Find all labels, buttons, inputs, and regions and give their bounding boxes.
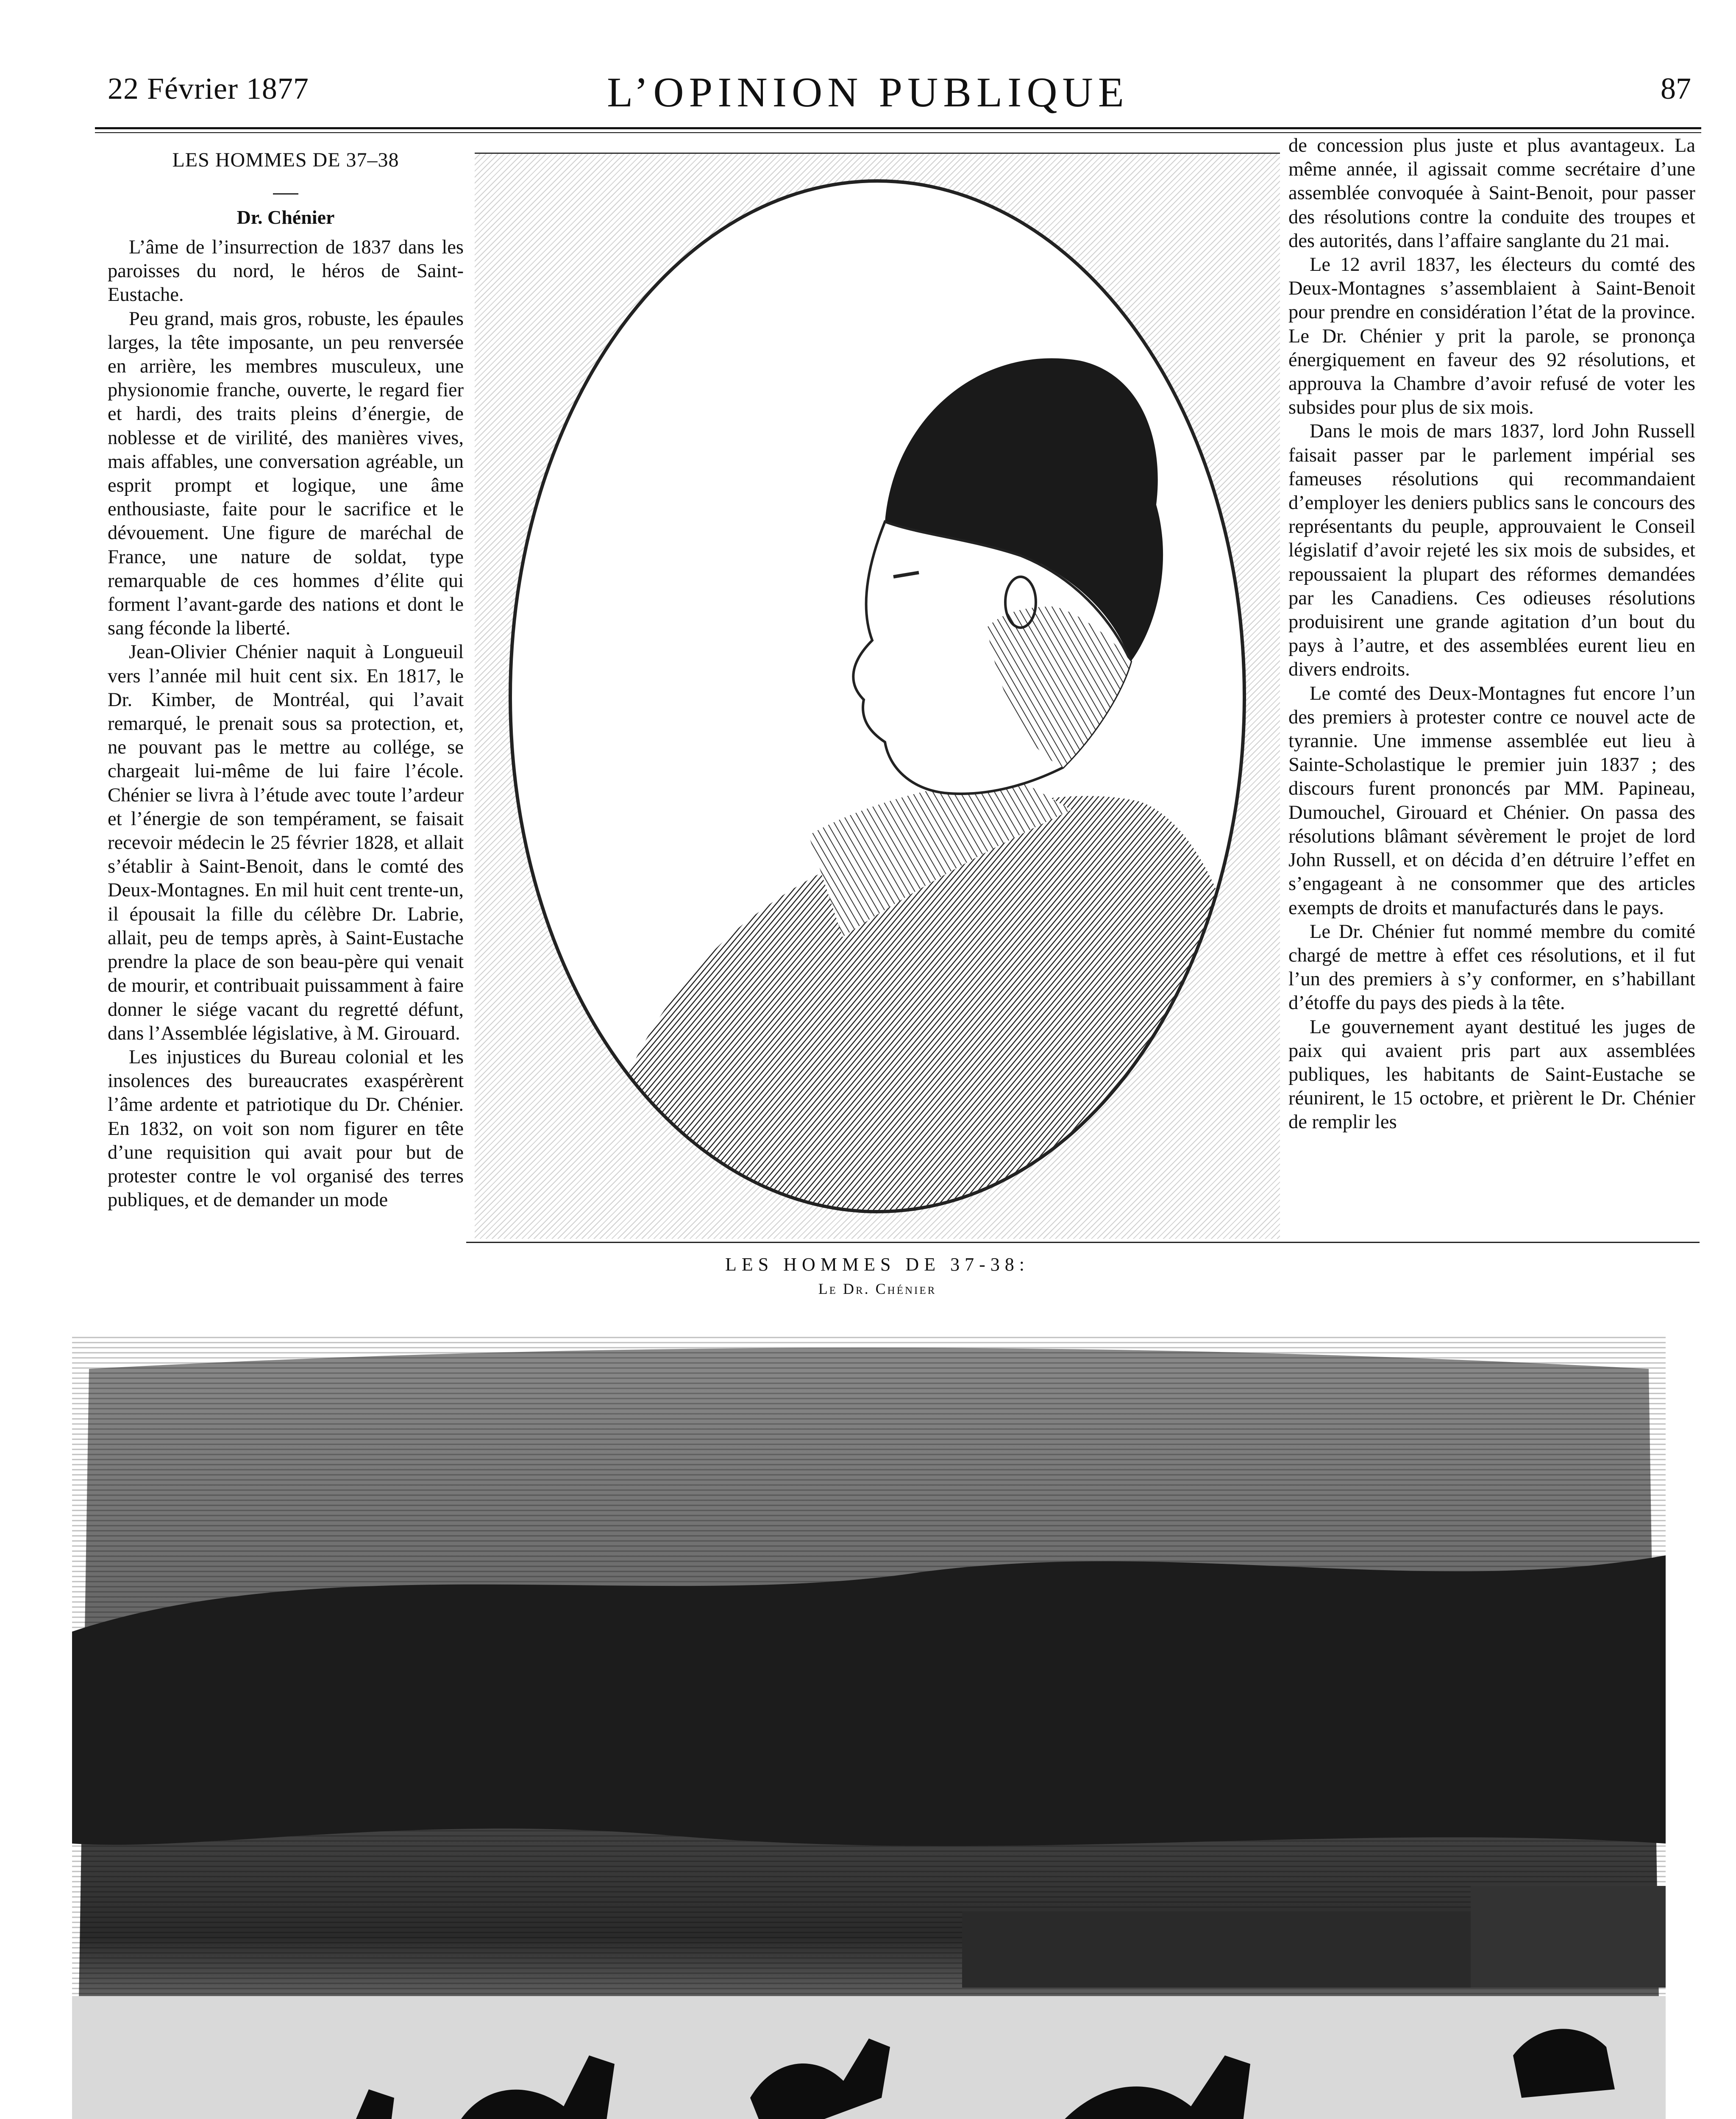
engraving-clouds: [72, 1555, 1666, 1846]
portrait-hatched-background: [475, 154, 1280, 1239]
paragraph: Le Dr. Chénier fut nommé membre du comité chargé de mettre à effet ces résolutions, et il fut l’un des premiers à s’y conformer, en s’habillant d’étoffe du pays des pieds à la tête.: [1288, 920, 1695, 1014]
portrait-caption-subtitle: Le Dr. Chénier: [818, 1280, 937, 1297]
paragraph: Le comté des Deux-Montagnes fut encore l’un des premiers à protester contre ce nouvel acte de tyrannie. Une immense assemblée eut lieu à Sainte-Scholastique le premier juin 1837 ; des discours furent prononcés par MM. Papineau, Dumouchel, Girouard et Chénier. On passa des résolutions blâmant sévèrement le projet de lord John Russell, et on décida d’en détruire l’effet en s’engageant à ne consommer que des articles exempts de droits et manufacturés dans le pays.: [1288, 682, 1695, 919]
article-title: Dr. Chénier: [236, 206, 335, 228]
section-title: LES HOMMES DE 37–38: [172, 149, 399, 171]
page-number: 87: [1661, 72, 1691, 106]
engraving-pavilion: [962, 1911, 1471, 1988]
portrait-illustration: [475, 153, 1280, 1239]
paragraph: Le gouvernement ayant destitué les juges de paix qui avaient pris part aux assemblées publiques, les habitants de Saint-Eustache se réunirent, le 15 octobre, et prièrent le Dr. Chénier de remplir les: [1288, 1016, 1695, 1133]
portrait-caption-title: LES HOMMES DE 37-38:: [725, 1254, 1029, 1275]
section-divider: [273, 193, 298, 195]
left-column: [108, 236, 464, 1212]
engraving-building: [1471, 1886, 1666, 1988]
paragraph: L’âme de l’insurrection de 1837 dans les paroisses du nord, le héros de Saint-Eustache.: [108, 236, 464, 306]
right-column: [1288, 134, 1695, 1135]
masthead-date: 22 Février 1877: [108, 72, 309, 106]
engraving-drawing: [72, 1335, 1666, 2119]
paragraph: Les injustices du Bureau colonial et les insolences des bureaucrates exaspérèrent l’âme ardente et patriotique du Dr. Chénier. En 1832, on voit son nom figurer en tête d’une requisition qui avait pour but de protester contre le vol organisé des terres publiques, et de demander un mode: [108, 1046, 464, 1211]
paragraph: de concession plus juste et plus avantageux. La même année, il agissait comme secrétaire d’une assemblée convoquée à Saint-Benoit, pour passer des résolutions contre la conduite des troupes et des autorités, dans l’affaire sanglante du 21 mai.: [1288, 135, 1695, 252]
masthead-title: L’OPINION PUBLIQUE: [607, 69, 1129, 116]
paragraph: Dans le mois de mars 1837, lord John Russell faisait passer par le parlement impérial ses fameuses résolutions qui recommandaient d’employer les deniers publics sans le concours des représentants du peuple, approuvaient le Conseil législatif d’avoir rejeté les six mois de subsides, et repoussaient la plupart des réformes demandées par les Canadiens. Ces odieuses résolutions produisirent une grande agitation d’un bout du pays à l’autre, et des assemblées eurent lieu en divers endroits.: [1288, 420, 1695, 681]
portrait-rule: [466, 1242, 1700, 1243]
sleigh-engraving-illustration: [72, 1335, 1666, 2119]
masthead-rule: [95, 127, 1701, 129]
paragraph: Jean-Olivier Chénier naquit à Longueuil vers l’année mil huit cent six. En 1817, le Dr. Kimber, de Montréal, qui l’avait remarqué, le prenait sous sa protection, et, ne pouvant pas le mettre au collége, se chargeait lui-même de lui faire l’école. Chénier se livra à l’étude avec toute l’ardeur et l’énergie de son tempérament, se faisait recevoir médecin le 25 février 1828, et allait s’établir à Saint-Benoit, dans le comté des Deux-Montagnes. En mil huit cent trente-un, il épousait la fille du célèbre Dr. Labrie, allait, peu de temps après, à Saint-Eustache prendre la place de son beau-père qui venait de mourir, et contribuait puissamment à faire donner le siége vacant du regretté défunt, dans l’Assemblée législative, à M. Girouard.: [108, 641, 464, 1044]
portrait-oval-frame: [509, 179, 1246, 1213]
masthead-rule-thin: [95, 132, 1701, 133]
paragraph: Le 12 avril 1837, les électeurs du comté des Deux-Montagnes s’assemblaient à Saint-Benoit pour prendre en considération l’état de la province. Le Dr. Chénier y prit la parole, se prononça énergiquement en faveur des 92 résolutions, et approuva la Chambre d’avoir refusé de voter les subsides pour plus de six mois.: [1288, 254, 1695, 419]
portrait-drawing: [512, 183, 1243, 1210]
paragraph: Peu grand, mais gros, robuste, les épaules larges, la tête imposante, un peu renversée en arrière, les membres musculeux, une physionomie franche, ouverte, le regard fier et hardi, des traits pleins d’énergie, de noblesse et de virilité, des manières vives, mais affables, une conversation agréable, un esprit prompt et logique, une âme enthousiaste, faite pour le sacrifice et le dévouement. Une figure de maréchal de France, une nature de soldat, type remarquable de ces hommes d’élite qui forment l’avant-garde des nations et dont le sang féconde la liberté.: [108, 308, 464, 640]
